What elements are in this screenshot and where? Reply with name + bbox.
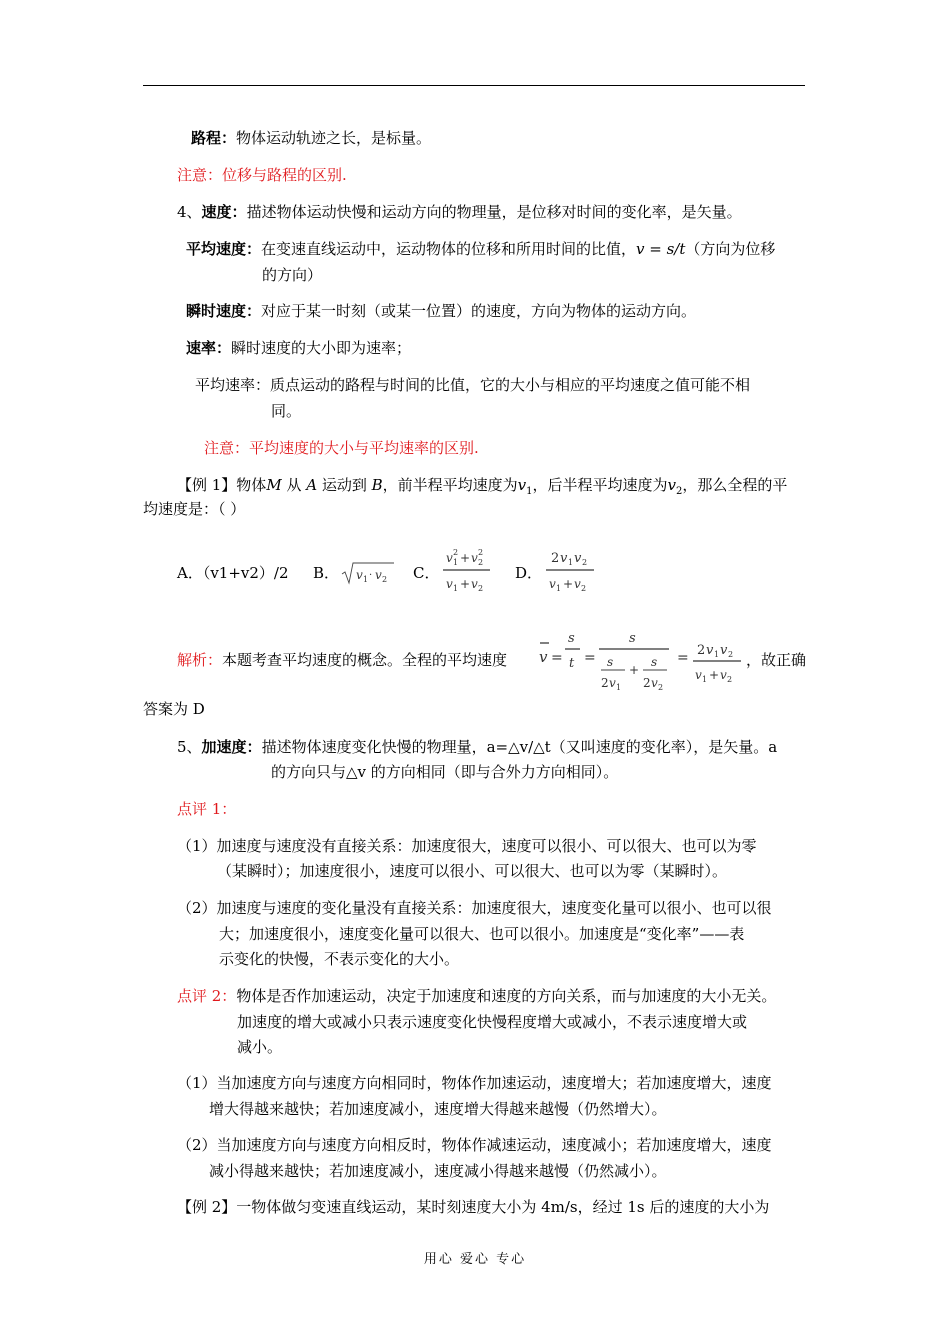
acceleration-definition: 5、加速度：描述物体速度变化快慢的物理量，a=△v/△t（又叫速度的变化率），是矢量。a — [177, 738, 778, 756]
option-c-label: C． — [413, 564, 440, 582]
svg-text:v: v — [574, 577, 581, 591]
comment-1-item-1: （1）加速度与速度没有直接关系：加速度很大，速度可以很小、可以很大、也可以为零 — [177, 837, 757, 855]
example-1-question: 【例 1】物体M 从 A 运动到 B，前半程平均速度为$v_1$，后半程平均速度为$v_2$，那么全程的平 — [177, 476, 788, 497]
average-speed-definition: 平均速率：质点运动的路程与时间的比值，它的大小与相应的平均速度之值可能不相 — [195, 376, 751, 394]
svg-text:2: 2 — [658, 683, 664, 692]
svg-text:2: 2 — [551, 551, 560, 566]
svg-text:v: v — [446, 551, 453, 565]
svg-text:2: 2 — [478, 584, 484, 593]
svg-text:v: v — [356, 568, 363, 582]
comment-1-item-2: （2）加速度与速度的变化量没有直接关系：加速度很大，速度变化量可以很小、也可以很 — [177, 899, 772, 917]
svg-text:·: · — [369, 570, 373, 581]
path-definition: 路程：物体运动轨迹之长，是标量。 — [191, 129, 432, 147]
comment-2-cont2: 减小。 — [237, 1038, 283, 1056]
comment-2-cont: 加速度的增大或减小只表示速度变化快慢程度增大或减小，不表示速度增大或 — [237, 1013, 748, 1031]
svg-text:+: + — [629, 663, 640, 677]
svg-text:2: 2 — [581, 584, 587, 593]
svg-text:v: v — [720, 643, 728, 658]
svg-text:=: = — [677, 650, 689, 666]
svg-text:v: v — [560, 551, 568, 566]
svg-text:2: 2 — [582, 558, 588, 567]
velocity-definition: 4、速度：描述物体运动快慢和运动方向的物理量，是位移对时间的变化率，是矢量。 — [177, 203, 742, 221]
example-1-answer: 答案为 D — [143, 700, 205, 718]
header-rule — [143, 85, 805, 86]
example-1-question-cont: 均速度是：（ ） — [143, 500, 246, 518]
average-velocity-definition-cont: 的方向） — [262, 266, 323, 284]
svg-text:+: + — [460, 551, 471, 565]
svg-text:1: 1 — [702, 675, 708, 684]
svg-text:v: v — [609, 676, 616, 690]
option-b-formula — [340, 558, 396, 586]
comment-2-item-2: （2）当加速度方向与速度方向相反时，物体作减速运动，速度减小；若加速度增大，速度 — [177, 1136, 772, 1154]
svg-text:v: v — [539, 648, 548, 666]
svg-text:1: 1 — [453, 558, 459, 567]
example-1-analysis-tail: ，故正确 — [746, 651, 807, 669]
svg-text:v: v — [549, 577, 556, 591]
option-d-label: D． — [515, 564, 543, 582]
svg-text:v: v — [720, 668, 727, 682]
svg-text:2: 2 — [643, 676, 651, 690]
comment-1-item-2-cont2: 示变化的快慢，不表示变化的大小。 — [219, 950, 460, 968]
average-velocity-definition: 平均速度：在变速直线运动中，运动物体的位移和所用时间的比值，v = s/t（方向为位移 — [186, 240, 776, 258]
comment-2-item-1: （1）当加速度方向与速度方向相同时，物体作加速运动，速度增大；若加速度增大，速度 — [177, 1074, 772, 1092]
svg-text:2: 2 — [728, 650, 734, 659]
instant-velocity-definition: 瞬时速度：对应于某一时刻（或某一位置）的速度，方向为物体的运动方向。 — [186, 302, 697, 320]
option-b-label: B． — [313, 564, 340, 582]
svg-text:t: t — [569, 656, 575, 671]
svg-text:s: s — [651, 655, 658, 669]
svg-text:v: v — [446, 577, 453, 591]
comment-1-title: 点评 1： — [177, 800, 237, 818]
svg-text:v: v — [375, 568, 382, 582]
svg-text:1: 1 — [453, 584, 459, 593]
svg-text:=: = — [551, 650, 563, 666]
svg-text:1: 1 — [556, 584, 562, 593]
note-average-speed: 注意：平均速度的大小与平均速率的区别. — [204, 439, 479, 457]
comment-2-item-1-cont: 增大得越来越快；若加速度减小，速度增大得越来越慢（仍然增大）。 — [209, 1100, 667, 1118]
example-1-analysis: 解析：本题考查平均速度的概念。全程的平均速度 — [177, 651, 508, 669]
note-displacement-path: 注意：位移与路程的区别. — [177, 166, 347, 184]
comment-1-item-2-cont: 大；加速度很小，速度变化量可以很大、也可以很小。加速度是“变化率”——表 — [219, 925, 745, 943]
svg-text:2: 2 — [727, 675, 733, 684]
svg-text:2: 2 — [478, 558, 484, 567]
svg-text:2: 2 — [453, 548, 459, 557]
svg-text:s: s — [607, 655, 614, 669]
svg-text:v: v — [706, 643, 714, 658]
svg-text:v: v — [471, 577, 478, 591]
option-c-formula — [440, 542, 496, 598]
average-speed-definition-cont: 同。 — [271, 402, 302, 420]
svg-text:1: 1 — [616, 683, 622, 692]
svg-text:1: 1 — [714, 650, 720, 659]
svg-text:1: 1 — [363, 575, 369, 584]
speed-definition: 速率：瞬时速度的大小即为速率； — [186, 339, 412, 357]
svg-text:2: 2 — [382, 575, 388, 584]
svg-text:=: = — [584, 650, 596, 666]
svg-text:v: v — [651, 676, 658, 690]
page-footer: 用心 爱心 专心 — [423, 1252, 527, 1267]
svg-text:2: 2 — [697, 643, 706, 658]
average-velocity-formula — [537, 622, 747, 694]
comment-1-item-1-cont: （某瞬时）；加速度很小，速度可以很小、可以很大、也可以为零（某瞬时）。 — [217, 862, 728, 880]
svg-text:s: s — [568, 631, 575, 646]
option-a: A．（v1+v2）/2 — [177, 564, 289, 582]
svg-text:v: v — [574, 551, 582, 566]
svg-text:1: 1 — [568, 558, 574, 567]
svg-text:2: 2 — [601, 676, 609, 690]
acceleration-definition-cont: 的方向只与△v 的方向相同（即与合外力方向相同）。 — [271, 763, 619, 781]
option-d-formula — [543, 542, 599, 598]
example-2-question: 【例 2】一物体做匀变速直线运动，某时刻速度大小为 4m/s，经过 1s 后的速度的大小为 — [177, 1198, 770, 1216]
svg-text:s: s — [629, 631, 636, 646]
svg-text:v: v — [695, 668, 702, 682]
comment-2: 点评 2：物体是否作加速运动，决定于加速度和速度的方向关系，而与加速度的大小无关。 — [177, 987, 777, 1005]
svg-text:2: 2 — [478, 548, 484, 557]
comment-2-item-2-cont: 减小得越来越快；若加速度减小，速度减小得越来越慢（仍然减小）。 — [209, 1162, 667, 1180]
svg-text:+: + — [709, 668, 720, 682]
svg-text:+: + — [563, 577, 574, 591]
svg-text:+: + — [460, 577, 471, 591]
svg-text:v: v — [471, 551, 478, 565]
